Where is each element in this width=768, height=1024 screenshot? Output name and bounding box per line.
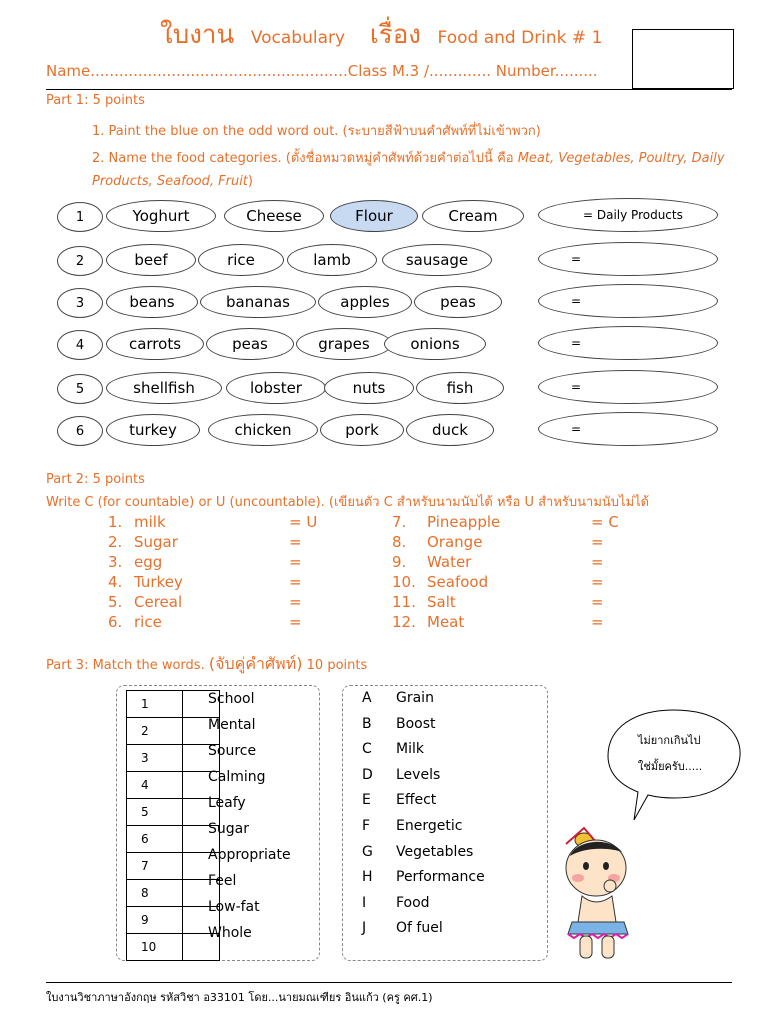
row-number: 6	[57, 416, 103, 446]
item-answer[interactable]: =	[591, 613, 604, 631]
item-number: 3.	[108, 553, 123, 571]
match-left-word: Feel	[208, 873, 237, 889]
name-line[interactable]: Name......................................................Class M.3 /............. Number.........	[46, 62, 598, 80]
part1-heading: Part 1: 5 points	[46, 93, 145, 108]
word-oval[interactable]: turkey	[106, 414, 200, 446]
match-letter: D	[362, 766, 373, 783]
part1-instruction-1: 1. Paint the blue on the odd word out. (ระบายสีฟ้าบนคำศัพท์ที่ไม่เข้าพวก)	[92, 124, 541, 139]
item-word: Turkey	[134, 573, 183, 591]
item-answer[interactable]: =	[289, 573, 302, 591]
item-answer[interactable]: =	[289, 593, 302, 611]
word-oval[interactable]: beef	[106, 244, 196, 276]
part2-heading: Part 2: 5 points	[46, 472, 145, 487]
footer-divider	[46, 982, 732, 983]
match-number: 5	[127, 799, 183, 826]
word-oval[interactable]: Flour	[330, 200, 418, 232]
match-left-word: Leafy	[208, 795, 246, 811]
item-answer[interactable]: =	[289, 533, 302, 551]
item-number: 2.	[108, 533, 123, 551]
item-number: 7.	[392, 513, 407, 531]
item-number: 4.	[108, 573, 123, 591]
match-letter: B	[362, 715, 372, 732]
match-row	[127, 691, 220, 718]
word-oval[interactable]: beans	[106, 286, 198, 318]
item-number: 1.	[108, 513, 123, 531]
word-oval[interactable]: sausage	[382, 244, 492, 276]
item-number: 8.	[392, 533, 407, 551]
category-answer-oval[interactable]: =	[538, 412, 718, 446]
item-answer[interactable]: = U	[289, 513, 318, 531]
item-number: 5.	[108, 593, 123, 611]
match-right-word: Performance	[396, 869, 485, 886]
footer-text: ใบงานวิชาภาษาอังกฤษ รหัสวิชา อ33101 โดย...นายมณเฑียร อินแก้ว (ครู คศ.1)	[46, 991, 433, 1004]
match-number: 1	[127, 691, 183, 718]
word-oval[interactable]: peas	[206, 328, 294, 360]
match-row	[127, 745, 220, 772]
word-oval[interactable]: peas	[414, 286, 502, 318]
header-divider	[46, 89, 732, 90]
item-number: 10.	[392, 573, 416, 591]
item-word: Salt	[427, 593, 456, 611]
item-answer[interactable]: =	[591, 533, 604, 551]
match-letter: I	[362, 894, 367, 911]
match-right-word: Energetic	[396, 818, 463, 834]
match-number: 7	[127, 853, 183, 880]
word-oval[interactable]: Cream	[422, 200, 524, 232]
item-answer[interactable]: =	[591, 573, 604, 591]
word-oval[interactable]: pork	[320, 414, 404, 446]
match-left-word: Source	[208, 743, 257, 759]
item-word: egg	[134, 553, 163, 571]
match-left-word: Whole	[208, 925, 252, 941]
match-letter: A	[362, 690, 372, 706]
match-letter: H	[362, 869, 373, 886]
part1-instruction-2: 2. Name the food categories. (ตั้งชื่อหมวดหมู่คำศัพท์ด้วยคำต่อไปนี้ คือ Meat, Vegetables, Poultry, Daily Products, Seafood, Fruit)	[92, 151, 725, 189]
item-word: Seafood	[427, 573, 489, 591]
part3-heading: Part 3: Match the words. (จับคู่คำศัพท์) 10 points	[46, 654, 368, 673]
item-answer[interactable]: =	[591, 593, 604, 611]
match-left-word: School	[208, 691, 255, 707]
match-letter: J	[362, 920, 367, 937]
match-letter: C	[362, 741, 372, 758]
item-number: 12.	[392, 613, 416, 631]
word-oval[interactable]: Cheese	[224, 200, 324, 232]
match-row	[127, 934, 220, 961]
category-answer-oval[interactable]: =	[538, 326, 718, 360]
match-number: 8	[127, 880, 183, 907]
match-left-word: Low-fat	[208, 899, 260, 915]
item-word: milk	[134, 513, 166, 531]
match-row	[127, 718, 220, 745]
word-oval[interactable]: nuts	[324, 372, 414, 404]
item-number: 11.	[392, 593, 416, 611]
category-answer-oval[interactable]: =	[538, 370, 718, 404]
match-left-word: Mental	[208, 717, 256, 733]
item-answer[interactable]: =	[289, 613, 302, 631]
match-letter: F	[362, 818, 371, 834]
match-letter: E	[362, 792, 371, 809]
match-left-word: Sugar	[208, 821, 249, 837]
part2-instruction: Write C (for countable) or U (uncountable). (เขียนตัว C สำหรับนามนับได้ หรือ U สำหรับนามนับไม่ได้	[46, 495, 650, 510]
worksheet-title: ใบงาน Vocabulary เรื่อง Food and Drink # 1	[160, 20, 603, 50]
word-oval[interactable]: chicken	[208, 414, 318, 446]
match-row	[127, 799, 220, 826]
match-right-word: Boost	[396, 715, 436, 732]
match-row	[127, 853, 220, 880]
item-word: rice	[134, 613, 162, 631]
match-row	[127, 826, 220, 853]
item-word: Water	[427, 553, 472, 571]
word-oval[interactable]: onions	[384, 328, 486, 360]
item-number: 6.	[108, 613, 123, 631]
item-word: Sugar	[134, 533, 178, 551]
match-number: 2	[127, 718, 183, 745]
item-word: Cereal	[134, 593, 183, 611]
match-left-word: Calming	[208, 769, 266, 785]
match-row	[127, 880, 220, 907]
word-oval[interactable]: apples	[318, 286, 412, 318]
match-number: 3	[127, 745, 183, 772]
match-right-word: Food	[396, 894, 430, 911]
word-oval[interactable]: rice	[198, 244, 284, 276]
item-answer[interactable]: =	[591, 553, 604, 571]
match-right-word: Milk	[396, 741, 424, 758]
item-number: 9.	[392, 553, 407, 571]
match-right-word: Vegetables	[396, 843, 474, 860]
word-oval[interactable]: lamb	[287, 244, 377, 276]
word-oval[interactable]: shellfish	[106, 372, 222, 404]
match-row	[127, 907, 220, 934]
score-box	[632, 29, 734, 89]
bubble-text: ไม่ยากเกินไป ใช่มั้ยครับ.....	[638, 734, 703, 773]
row-number: 5	[57, 374, 103, 404]
match-table	[126, 690, 220, 961]
match-right-word: Effect	[396, 792, 437, 809]
match-number: 10	[127, 934, 183, 961]
item-answer[interactable]: =	[289, 553, 302, 571]
word-oval[interactable]: bananas	[200, 286, 316, 318]
category-answer-oval[interactable]: =	[538, 242, 718, 276]
item-word: Meat	[427, 613, 465, 631]
match-right-word: Grain	[396, 690, 434, 706]
row-number: 4	[57, 330, 103, 360]
row-number: 1	[57, 202, 103, 232]
match-row	[127, 772, 220, 799]
match-letter: G	[362, 843, 373, 860]
match-right-word: Of fuel	[396, 920, 443, 937]
word-oval[interactable]: duck	[406, 414, 494, 446]
category-answer-oval[interactable]: = Daily Products	[538, 198, 718, 232]
row-number: 2	[57, 246, 103, 276]
row-number: 3	[57, 288, 103, 318]
match-number: 4	[127, 772, 183, 799]
word-oval[interactable]: grapes	[296, 328, 392, 360]
item-word: Pineapple	[427, 513, 501, 531]
match-right-word: Levels	[396, 766, 441, 783]
word-oval[interactable]: Yoghurt	[106, 200, 216, 232]
item-word: Orange	[427, 533, 483, 551]
match-left-word: Appropriate	[208, 847, 291, 863]
match-number: 6	[127, 826, 183, 853]
word-oval[interactable]: carrots	[106, 328, 204, 360]
word-oval[interactable]: fish	[416, 372, 504, 404]
word-oval[interactable]: lobster	[226, 372, 326, 404]
item-answer[interactable]: = C	[591, 513, 619, 531]
cartoon-boy-icon	[556, 822, 662, 966]
match-number: 9	[127, 907, 183, 934]
category-answer-oval[interactable]: =	[538, 284, 718, 318]
